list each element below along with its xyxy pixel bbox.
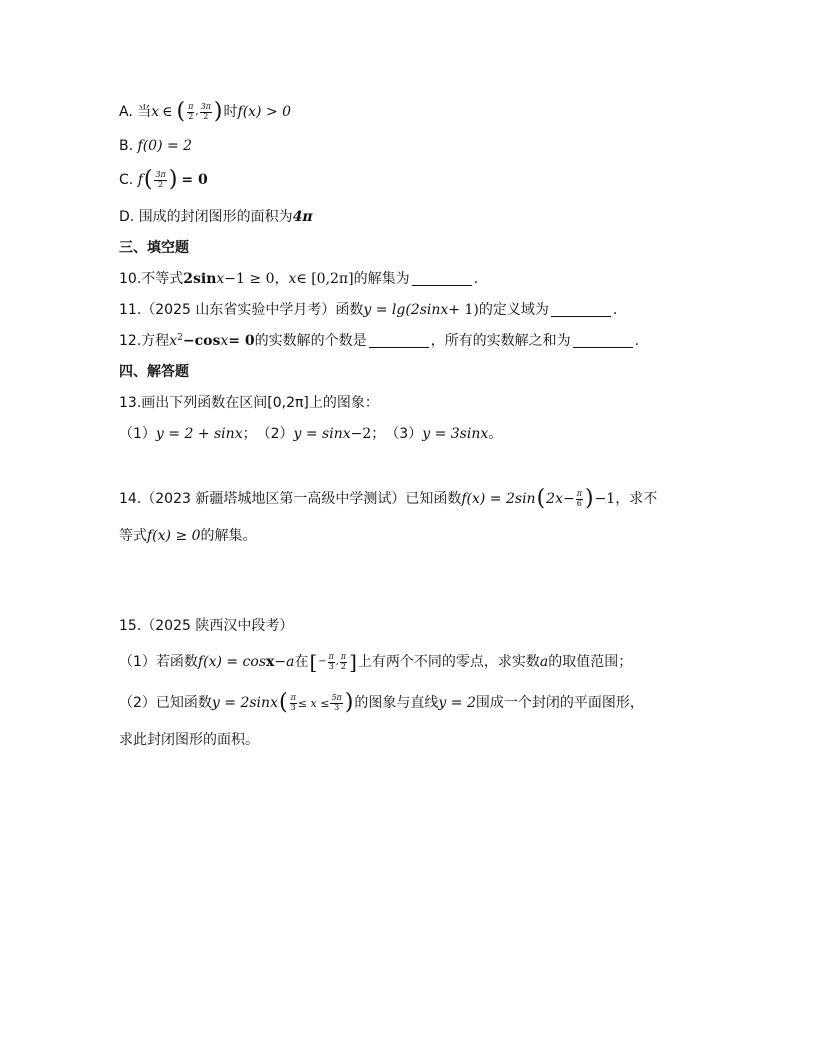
q15-p2-open-paren: ( xyxy=(278,690,288,715)
option-a-in: ∈ xyxy=(162,104,173,120)
q15-p2-text3: 围成一个封闭的平面图形， xyxy=(475,695,644,711)
question-13-parts xyxy=(119,427,502,441)
q15-p2-text2: 的图象与直线 xyxy=(354,695,439,711)
option-a-prefix: 当 xyxy=(137,104,152,120)
option-a-label: A. xyxy=(119,104,133,120)
q13-part1-label: （1） xyxy=(119,426,156,442)
option-c-f: f xyxy=(137,172,143,188)
question-12 xyxy=(119,334,639,348)
q15-p1-text4: 的取值范围； xyxy=(548,654,633,670)
q10-end: . xyxy=(473,271,479,287)
option-a-open-paren: ( xyxy=(176,99,186,124)
q14-frac: $\frac{\pi}{6}$ xyxy=(576,489,582,508)
q13-text: 画出下列函数在区间[0,2π]上的图象： xyxy=(141,395,379,411)
option-c xyxy=(119,169,208,191)
q13-part1-var: x xyxy=(234,426,243,442)
q15-p1-close-bracket: ] xyxy=(349,650,357,674)
option-d xyxy=(119,210,313,224)
q15-p2-frac-1: $\frac{\pi}{3}$ xyxy=(290,693,296,712)
q14-text1: 已知函数 xyxy=(405,491,462,507)
question-15 xyxy=(119,619,293,633)
q14-open-paren: ( xyxy=(536,486,546,511)
q12-expr: −cos xyxy=(182,333,221,349)
option-d-value: 4π xyxy=(292,209,313,225)
q10-text2: 的解集为 xyxy=(353,271,410,287)
question-15-part1 xyxy=(119,652,632,672)
q10-domain: ∈ [0,2π] xyxy=(296,271,354,287)
q13-part1-end: ； xyxy=(242,426,257,442)
q13-part3-var: x xyxy=(480,426,489,442)
q11-expr: y = lg(2sin xyxy=(363,302,441,318)
q13-part2-expr2: −2 xyxy=(350,426,372,442)
q12-end: . xyxy=(634,333,640,349)
q12-text3: ，所有的实数解之和为 xyxy=(430,333,571,349)
q15-p1-frac-2: $\frac{\pi}{2}$ xyxy=(340,652,347,671)
q15-p1-comma: , xyxy=(335,656,339,667)
option-c-close-paren: ) xyxy=(168,167,178,192)
q14-expr2: −1， xyxy=(594,491,630,507)
q12-number: 12. xyxy=(119,333,142,349)
q13-part3-label: （3） xyxy=(385,426,423,442)
q15-p1-minus: − xyxy=(318,656,327,667)
q12-answer-blank-2[interactable] xyxy=(573,335,633,348)
q13-part3-end: 。 xyxy=(488,426,503,442)
q15-p1-expr2: −a xyxy=(274,654,295,670)
option-c-frac: $\frac{3\pi}{2}$ xyxy=(155,170,166,189)
option-a-expr: f(x) > 0 xyxy=(237,104,292,120)
q15-source: （2025 陕西汉中段考） xyxy=(141,618,294,634)
q15-p2-var: x xyxy=(270,695,278,711)
q12-var2: x xyxy=(220,333,229,349)
q14-number: 14. xyxy=(119,491,142,507)
q11-answer-blank[interactable] xyxy=(551,304,611,317)
q15-p2-line2: 求此封闭图形的面积。 xyxy=(119,732,259,748)
option-b-label: B. xyxy=(119,138,134,154)
option-a-suffix: 时 xyxy=(223,104,238,120)
q13-part2-var: x xyxy=(342,426,351,442)
q13-part1-expr: y = 2 + sin xyxy=(155,426,235,442)
q12-text1: 方程 xyxy=(141,333,170,349)
q10-var2: x xyxy=(288,271,297,287)
q10-answer-blank[interactable] xyxy=(412,273,472,286)
q14-close-paren: ) xyxy=(584,486,594,511)
section-3-heading: 三、填空题 xyxy=(119,240,189,256)
q15-p1-expr-b: x xyxy=(266,654,275,670)
q10-expr2: −1 ≥ 0， xyxy=(224,271,289,287)
q14-line2-text2: 的解集。 xyxy=(200,528,257,544)
q13-number: 13. xyxy=(119,395,142,411)
option-c-open-paren: ( xyxy=(143,167,153,192)
q15-p2-cond: ≤ x ≤ xyxy=(297,696,330,710)
q11-expr2: + 1) xyxy=(448,302,479,318)
q15-number: 15. xyxy=(119,618,142,634)
q13-part2-label: （2） xyxy=(256,426,294,442)
option-b xyxy=(119,139,192,153)
q15-p1-frac-1: $\frac{\pi}{3}$ xyxy=(328,652,334,671)
option-c-rhs: = 0 xyxy=(181,172,208,188)
q14-source: （2023 新疆塔城地区第一高级中学测试） xyxy=(141,491,406,507)
q15-p2-expr: y = 2sin xyxy=(211,695,271,711)
q12-var: x xyxy=(169,333,178,349)
q12-sup: 2 xyxy=(177,332,183,343)
q15-p1-text1: 若函数 xyxy=(155,654,198,670)
q14-line2-text1: 等式 xyxy=(119,528,147,544)
q12-text2: 的实数解的个数是 xyxy=(254,333,367,349)
option-a-comma: , xyxy=(195,106,199,117)
q13-part2-expr: y = sin xyxy=(293,426,343,442)
option-c-label: C. xyxy=(119,172,134,188)
q14-expr: f(x) = 2sin xyxy=(461,491,536,507)
q13-part2-end: ； xyxy=(371,426,386,442)
q15-p1-expr: f(x) = cos xyxy=(197,654,267,670)
option-a xyxy=(119,101,291,123)
q11-var: x xyxy=(440,302,449,318)
q15-p2-close-paren: ) xyxy=(344,690,354,715)
q15-p1-label: （1） xyxy=(119,654,156,670)
question-14 xyxy=(119,488,657,510)
q11-text2: 的定义域为 xyxy=(478,302,549,318)
q10-var: x xyxy=(216,271,225,287)
q15-p1-text2: 在 xyxy=(294,654,309,670)
q15-p2-frac-2: $\frac{5\pi}{3}$ xyxy=(331,693,342,712)
question-10 xyxy=(119,272,478,286)
q10-number: 10. xyxy=(119,271,142,287)
q15-p2-text1: 已知函数 xyxy=(155,695,212,711)
q13-part3-expr: y = 3sin xyxy=(422,426,481,442)
question-15-part2 xyxy=(119,692,644,714)
question-11 xyxy=(119,303,617,317)
section-4-heading: 四、解答题 xyxy=(119,364,189,380)
q11-end: . xyxy=(612,302,618,318)
option-a-close-paren: ) xyxy=(213,99,223,124)
q11-source: （2025 山东省实验中学月考） xyxy=(141,302,336,318)
option-d-label: D. xyxy=(119,209,135,225)
question-13 xyxy=(119,396,379,410)
option-d-text: 围成的封闭图形的面积为 xyxy=(138,209,293,225)
q11-text1: 函数 xyxy=(335,302,364,318)
q15-p1-text3: 上有两个不同的零点，求实数 xyxy=(357,654,540,670)
q14-text2: 求不 xyxy=(629,491,658,507)
q15-p2-label: （2） xyxy=(119,695,156,711)
option-b-expr: f(0) = 2 xyxy=(137,138,193,154)
q15-p2-expr2: y = 2 xyxy=(438,695,476,711)
q12-expr2: = 0 xyxy=(228,333,255,349)
q11-number: 11. xyxy=(119,302,142,318)
q14-line2-expr: f(x) ≥ 0 xyxy=(147,528,201,544)
option-a-frac-2: $\frac{3\pi}{2}$ xyxy=(200,102,211,121)
q15-p1-open-bracket: [ xyxy=(309,650,318,674)
q14-inner: 2x− xyxy=(546,491,575,507)
question-15-part2-line2 xyxy=(119,733,259,747)
option-a-frac-1: $\frac{\pi}{2}$ xyxy=(188,102,194,121)
q10-expr: 2sin xyxy=(183,271,217,287)
option-a-var: x xyxy=(151,104,160,120)
q12-answer-blank-1[interactable] xyxy=(369,335,429,348)
question-14-line2 xyxy=(119,529,257,543)
q15-p1-var: a xyxy=(539,654,549,670)
q10-text1: 不等式 xyxy=(141,271,184,287)
